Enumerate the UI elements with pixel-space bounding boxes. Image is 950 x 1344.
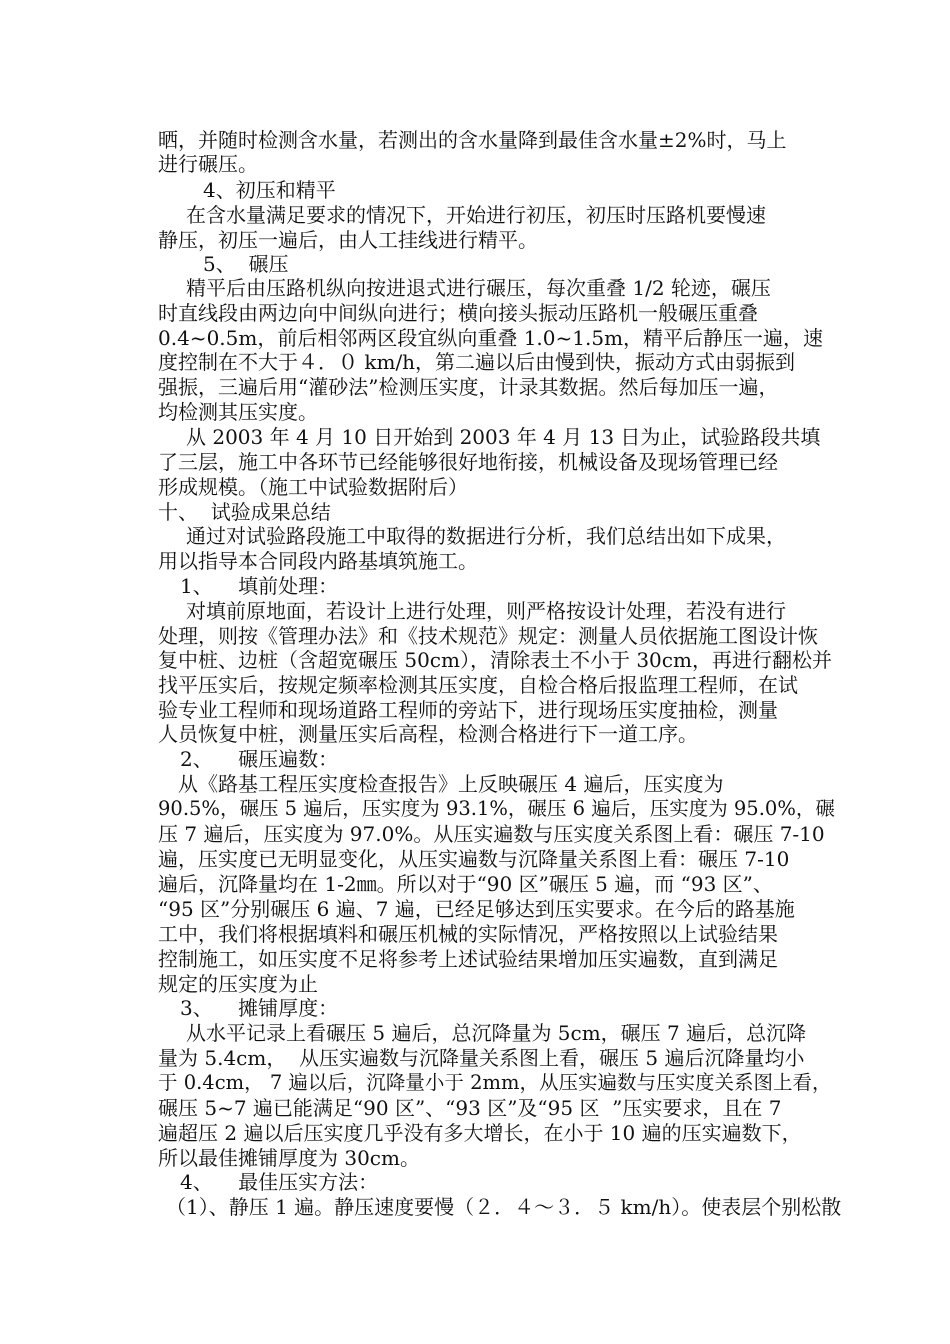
text-line: 通过对试验路段施工中取得的数据进行分析，我们总结出如下成果， bbox=[186, 524, 786, 548]
text-line: 人员恢复中桩，测量压实后高程，检测合格进行下一道工序。 bbox=[158, 722, 698, 746]
text-line: 均检测其压实度。 bbox=[158, 400, 318, 424]
text-line: 从《路基工程压实度检查报告》上反映碾压 4 遍后，压实度为 bbox=[178, 772, 724, 796]
text-line: 碾压 5~7 遍已能满足“90 区”、“93 区”及“95 区 ”压实要求，且在 7 bbox=[158, 1096, 782, 1120]
text-line: 从水平记录上看碾压 5 遍后，总沉降量为 5cm，碾压 7 遍后，总沉降 bbox=[186, 1021, 807, 1045]
text-line: 验专业工程师和现场道路工程师的旁站下，进行现场压实度抽检，测量 bbox=[158, 698, 778, 722]
text-line: 在含水量满足要求的情况下，开始进行初压，初压时压路机要慢速 bbox=[186, 203, 766, 227]
text-line: 0.4~0.5m，前后相邻两区段宜纵向重叠 1.0~1.5m，精平后静压一遍，速 bbox=[158, 326, 824, 350]
text-line: 量为 5.4cm， 从压实遍数与沉降量关系图上看，碾压 5 遍后沉降量均小 bbox=[158, 1046, 805, 1070]
text-line: 压 7 遍后，压实度为 97.0%。从压实遍数与压实度关系图上看：碾压 7-10 bbox=[158, 822, 825, 846]
text-line: 从 2003 年 4 月 10 日开始到 2003 年 4 月 13 日为止，试验路段共填 bbox=[186, 425, 821, 449]
text-line: 对填前原地面，若设计上进行处理，则严格按设计处理，若没有进行 bbox=[186, 599, 786, 623]
section-heading: 4、初压和精平 bbox=[203, 178, 336, 202]
text-line: 控制施工，如压实度不足将参考上述试验结果增加压实遍数，直到满足 bbox=[158, 947, 778, 971]
text-line: 强振，三遍后用“灌砂法”检测压实度，计录其数据。然后每加压一遍， bbox=[158, 375, 779, 399]
text-line: 复中桩、边桩（含超宽碾压 50cm），清除表土不小于 30cm，再进行翻松并 bbox=[158, 648, 832, 672]
text-line: 工中，我们将根据填料和碾压机械的实际情况，严格按照以上试验结果 bbox=[158, 922, 778, 946]
text-line: 遍超压 2 遍以后压实度几乎没有多大增长，在小于 10 遍的压实遍数下， bbox=[158, 1121, 802, 1145]
text-line: 度控制在不大于４．０ km/h，第二遍以后由慢到快，振动方式由弱振到 bbox=[158, 350, 796, 374]
text-line: 时直线段由两边向中间纵向进行；横向接头振动压路机一般碾压重叠 bbox=[158, 301, 758, 325]
text-line: 处理，则按《管理办法》和《技术规范》规定：测量人员依据施工图设计恢 bbox=[158, 624, 818, 648]
text-line: 形成规模。（施工中试验数据附后） bbox=[158, 475, 468, 499]
text-line: 遍后，沉降量均在 1-2㎜。所以对于“90 区”碾压 5 遍，而 “93 区”、 bbox=[158, 872, 773, 896]
text-line: 晒，并随时检测含水量，若测出的含水量降到最佳含水量±2%时，马上 bbox=[158, 128, 787, 152]
text-line: 遍，压实度已无明显变化，从压实遍数与沉降量关系图上看：碾压 7-10 bbox=[158, 847, 790, 871]
text-line: 静压，初压一遍后，由人工挂线进行精平。 bbox=[158, 228, 538, 252]
section-heading: 3、 摊铺厚度： bbox=[180, 996, 339, 1020]
text-line: 进行碾压。 bbox=[158, 152, 258, 176]
text-line: （1）、静压 1 遍。静压速度要慢（２．４～３．５ km/h）。使表层个别松散 bbox=[166, 1195, 842, 1219]
section-heading: 2、 碾压遍数： bbox=[180, 747, 339, 771]
text-line: 90.5%，碾压 5 遍后，压实度为 93.1%，碾压 6 遍后，压实度为 95.0%，碾 bbox=[158, 797, 835, 820]
text-line: 所以最佳摊铺厚度为 30cm。 bbox=[158, 1146, 420, 1170]
section-heading: 4、 最佳压实方法： bbox=[180, 1170, 379, 1194]
text-line: 了三层，施工中各环节已经能够很好地衔接，机械设备及现场管理已经 bbox=[158, 450, 778, 474]
text-line: 精平后由压路机纵向按进退式进行碾压，每次重叠 1/2 轮迹，碾压 bbox=[186, 276, 771, 300]
text-line: 找平压实后，按规定频率检测其压实度，自检合格后报监理工程师，在试 bbox=[158, 673, 798, 697]
text-line: “95 区”分别碾压 6 遍、7 遍，已经足够达到压实要求。在今后的路基施 bbox=[158, 897, 795, 921]
text-line: 用以指导本合同段内路基填筑施工。 bbox=[158, 549, 478, 573]
text-line: 规定的压实度为止 bbox=[158, 972, 318, 996]
section-heading: 十、 试验成果总结 bbox=[158, 500, 331, 524]
section-heading: 5、 碾压 bbox=[203, 252, 289, 276]
section-heading: 1、 填前处理： bbox=[180, 574, 339, 598]
text-line: 于 0.4cm， 7 遍以后，沉降量小于 2mm，从压实遍数与压实度关系图上看， bbox=[158, 1071, 832, 1094]
